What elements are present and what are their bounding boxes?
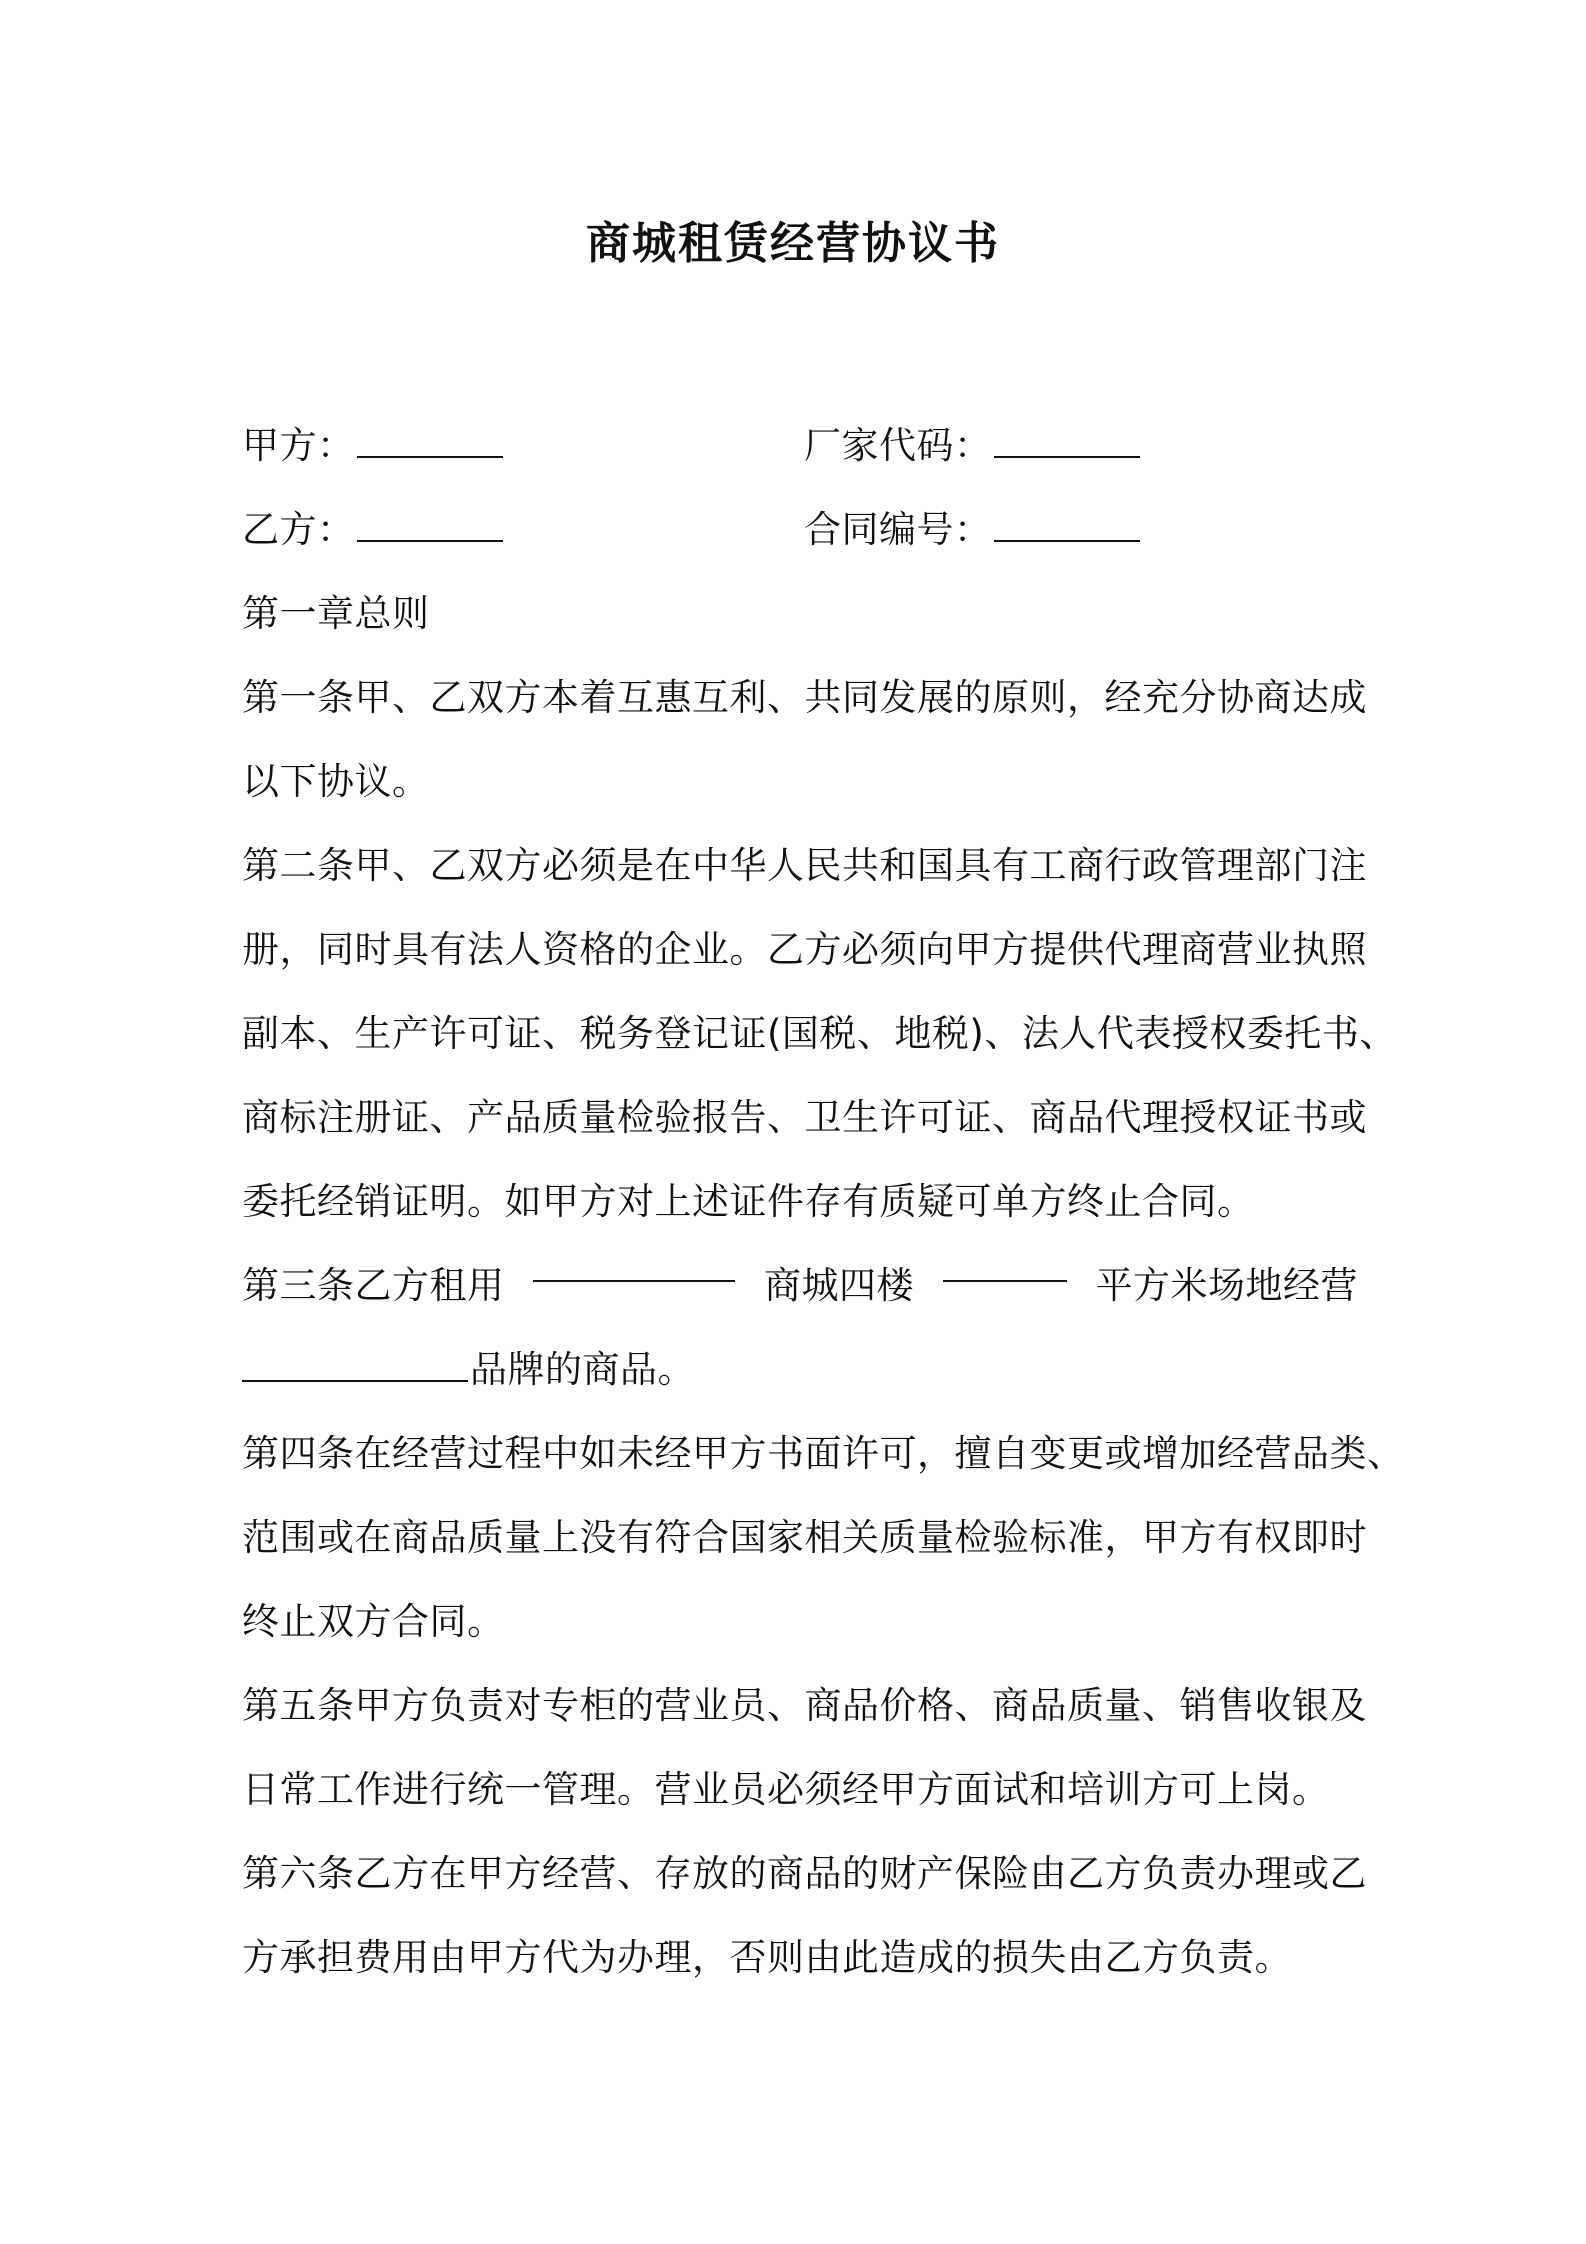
article-3-part-4: 品牌的商品。 xyxy=(470,1348,695,1391)
article-4-line-2: 范围或在商品质量上没有符合国家相关质量检验标准，甲方有权即时 xyxy=(242,1516,1367,1559)
contract-no-field xyxy=(804,488,1366,572)
article-2-line-5: 委托经销证明。如甲方对上述证件存有质疑可单方终止合同。 xyxy=(242,1180,1255,1223)
party-b-label: 乙方： xyxy=(242,508,355,551)
contract-no-blank xyxy=(994,504,1140,542)
party-b-blank xyxy=(357,504,503,542)
article-2-line-2: 册，同时具有法人资格的企业。乙方必须向甲方提供代理商营业执照 xyxy=(242,928,1367,971)
article-4-line-3: 终止双方合同。 xyxy=(242,1600,505,1643)
party-a-blank xyxy=(357,420,503,458)
article-1-line-1: 第一条甲、乙双方本着互惠互利、共同发展的原则，经充分协商达成 xyxy=(242,676,1367,719)
manufacturer-code-label: 厂家代码： xyxy=(804,424,992,467)
mall-name-blank xyxy=(533,1244,735,1282)
manufacturer-code-blank xyxy=(994,420,1140,458)
article-5-line-1: 第五条甲方负责对专柜的营业员、商品价格、商品质量、销售收银及 xyxy=(242,1684,1367,1727)
article-5-line-2: 日常工作进行统一管理。营业员必须经甲方面试和培训方可上岗。 xyxy=(242,1768,1330,1811)
article-3-part-2: 商城四楼 xyxy=(764,1264,914,1307)
article-2-line-4: 商标注册证、产品质量检验报告、卫生许可证、商品代理授权证书或 xyxy=(242,1096,1367,1139)
document-body xyxy=(242,404,1405,2000)
document-title: 商城租赁经营协议书 xyxy=(586,218,1000,269)
contract-no-label: 合同编号： xyxy=(804,508,992,551)
party-row-b xyxy=(242,488,1382,572)
party-row-a xyxy=(242,404,1382,488)
manufacturer-code-field xyxy=(804,404,1366,488)
article-3-part-3: 平方米场地经营 xyxy=(1095,1264,1358,1307)
party-a-label: 甲方： xyxy=(242,424,355,467)
article-2-line-1: 第二条甲、乙双方必须是在中华人民共和国具有工商行政管理部门注 xyxy=(242,844,1367,887)
article-2-line-3: 副本、生产许可证、税务登记证(国税、地税)、法人代表授权委托书、 xyxy=(242,1012,1397,1055)
party-b-field xyxy=(242,488,804,572)
brand-blank xyxy=(242,1344,468,1382)
article-6-line-2: 方承担费用由甲方代为办理，否则由此造成的损失由乙方负责。 xyxy=(242,1936,1292,1979)
party-a-field xyxy=(242,404,804,488)
article-6-line-1: 第六条乙方在甲方经营、存放的商品的财产保险由乙方负责办理或乙 xyxy=(242,1852,1367,1895)
article-4-line-1: 第四条在经营过程中如未经甲方书面许可，擅自变更或增加经营品类、 xyxy=(242,1432,1405,1475)
article-3-line-2 xyxy=(242,1328,1382,1412)
article-3-part-1: 第三条乙方租用 xyxy=(242,1264,505,1307)
article-3-line-1 xyxy=(242,1244,1358,1328)
area-blank xyxy=(943,1244,1067,1282)
article-1-line-2: 以下协议。 xyxy=(242,760,430,803)
chapter-heading: 第一章总则 xyxy=(242,592,430,635)
